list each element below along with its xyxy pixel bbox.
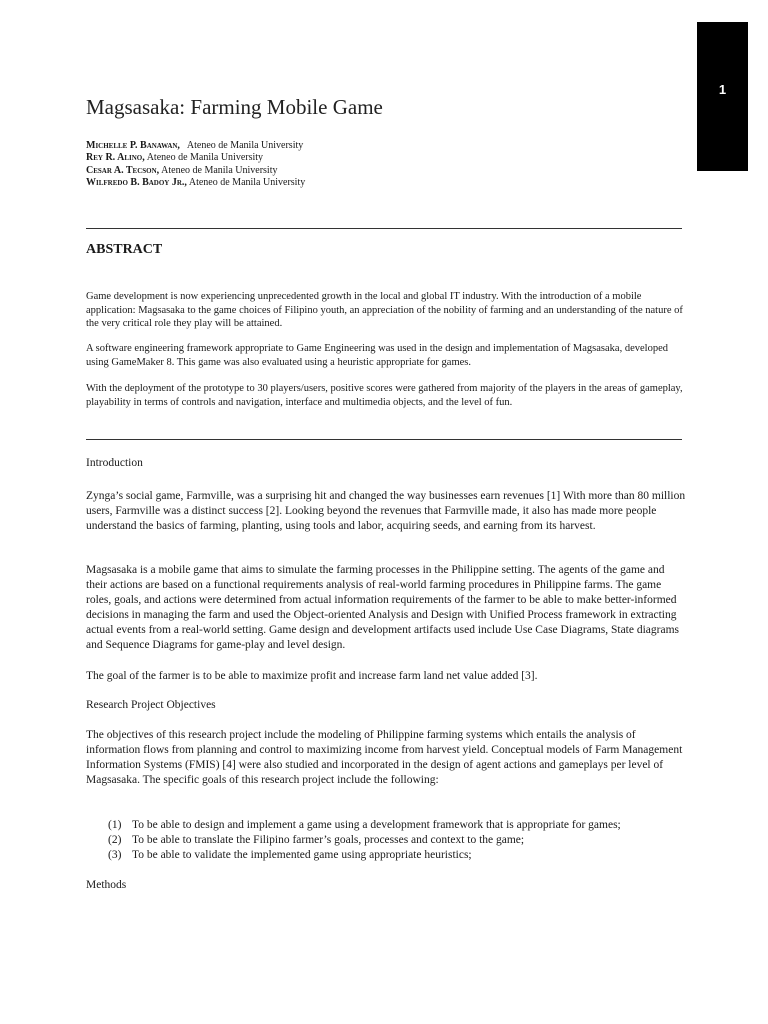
author-affiliation: Ateneo de Manila University: [146, 152, 264, 164]
objectives-list: [108, 818, 698, 863]
abstract-paragraph-3: [86, 382, 686, 409]
abstract-text: Game development is now experiencing unprecedented growth in the local and global IT industry. With the introduction of a mobile application: Magsasaka to the game choices of Filipino youth, an appreciation of the nobility of farming and an understanding of the nature of the very critical role they play will be attained.: [86, 291, 683, 330]
author-line: [86, 165, 305, 177]
divider-top: [86, 228, 682, 229]
author-affiliation: Ateneo de Manila University: [186, 140, 304, 151]
abstract-paragraph-1: [86, 290, 686, 331]
body-text: The goal of the farmer is to be able to maximize profit and increase farm land net value added [3].: [86, 670, 538, 682]
body-text: Magsasaka is a mobile game that aims to simulate the farming processes in the Philippine setting. The agents of the game and their actions are based on a functional requirements analysis of real-world farming procedures in Philippine farms. The game roles, goals, and actions were determined from actual information requirements of the farmer to be able to make better-informed decisions in managing the farm and used the Object-oriented Analysis and Design with Unified Process framework in extracting actual events from a real-world setting. Game design and development artifacts used include Use Case Diagrams, State diagrams and Sequence Diagrams for game-play and level design.: [86, 564, 680, 651]
author-affiliation: Ateneo de Manila University: [161, 164, 278, 176]
list-item-text: To be able to validate the implemented game using appropriate heuristics;: [132, 849, 472, 861]
abstract-text: With the deployment of the prototype to 30 players/users, positive scores were gathered from majority of the players in the areas of gameplay, playability in terms of controls and navigation, interface and multimedia objects, and the level of fun.: [86, 383, 683, 408]
abstract-text: A software engineering framework appropriate to Game Engineering was used in the design and implementation of Magsasaka, developed using GameMaker 8. This game was also evaluated using a heuristic appropriate for games.: [86, 343, 668, 368]
page-number-tab: [697, 22, 748, 171]
introduction-heading: Introduction: [86, 457, 143, 469]
author-list: [86, 140, 305, 189]
list-item-text: To be able to design and implement a game using a development framework that is appropriate for games;: [132, 819, 621, 831]
list-item: [108, 818, 698, 833]
body-text: Zynga’s social game, Farmville, was a surprising hit and changed the way businesses earn revenues [1] With more than 80 million users, Farmville was a distinct success [2]. Looking beyond the revenues that Farmville made, it also has made more people understand the basics of farming, planting, using tools and labor, acquiring seeds, and earning from its harvest.: [86, 490, 686, 532]
intro-paragraph-2: [86, 563, 686, 653]
abstract-paragraph-2: [86, 342, 686, 369]
author-line: [86, 140, 305, 152]
list-item: [108, 833, 698, 848]
author-name: Rey R. Alino,: [86, 152, 145, 164]
intro-paragraph-3: [86, 669, 686, 684]
list-item: [108, 848, 698, 863]
author-name: Wilfredo B. Badoy Jr.,: [86, 176, 187, 188]
list-item-text: To be able to translate the Filipino farmer’s goals, processes and context to the game;: [132, 834, 525, 846]
list-item-number: (2): [108, 834, 122, 846]
objectives-heading: Research Project Objectives: [86, 699, 216, 711]
intro-paragraph-1: [86, 489, 686, 534]
paper-title: Magsasaka: Farming Mobile Game: [86, 95, 383, 119]
list-item-number: (1): [108, 819, 122, 831]
body-text: The objectives of this research project include the modeling of Philippine farming systems which entails the analysis of information flows from planning and control to maximizing income from harvest yield. Conceptual models of Farm Management Information Systems (FMIS) [4] were also studied and incorporated in the design of agent actions and gameplays per level of Magsasaka. The specific goals of this research project include the following:: [86, 729, 683, 786]
page-number: 1: [718, 82, 727, 97]
author-name: Michelle P. Banawan,: [86, 140, 180, 151]
abstract-heading: ABSTRACT: [86, 242, 163, 257]
list-item-number: (3): [108, 849, 122, 861]
author-affiliation: Ateneo de Manila University: [188, 176, 306, 188]
author-name: Cesar A. Tecson,: [86, 164, 160, 176]
divider-bottom: [86, 439, 682, 440]
objectives-paragraph: [86, 728, 686, 788]
author-line: [86, 177, 305, 189]
author-line: [86, 152, 305, 164]
methods-heading: Methods: [86, 879, 127, 891]
